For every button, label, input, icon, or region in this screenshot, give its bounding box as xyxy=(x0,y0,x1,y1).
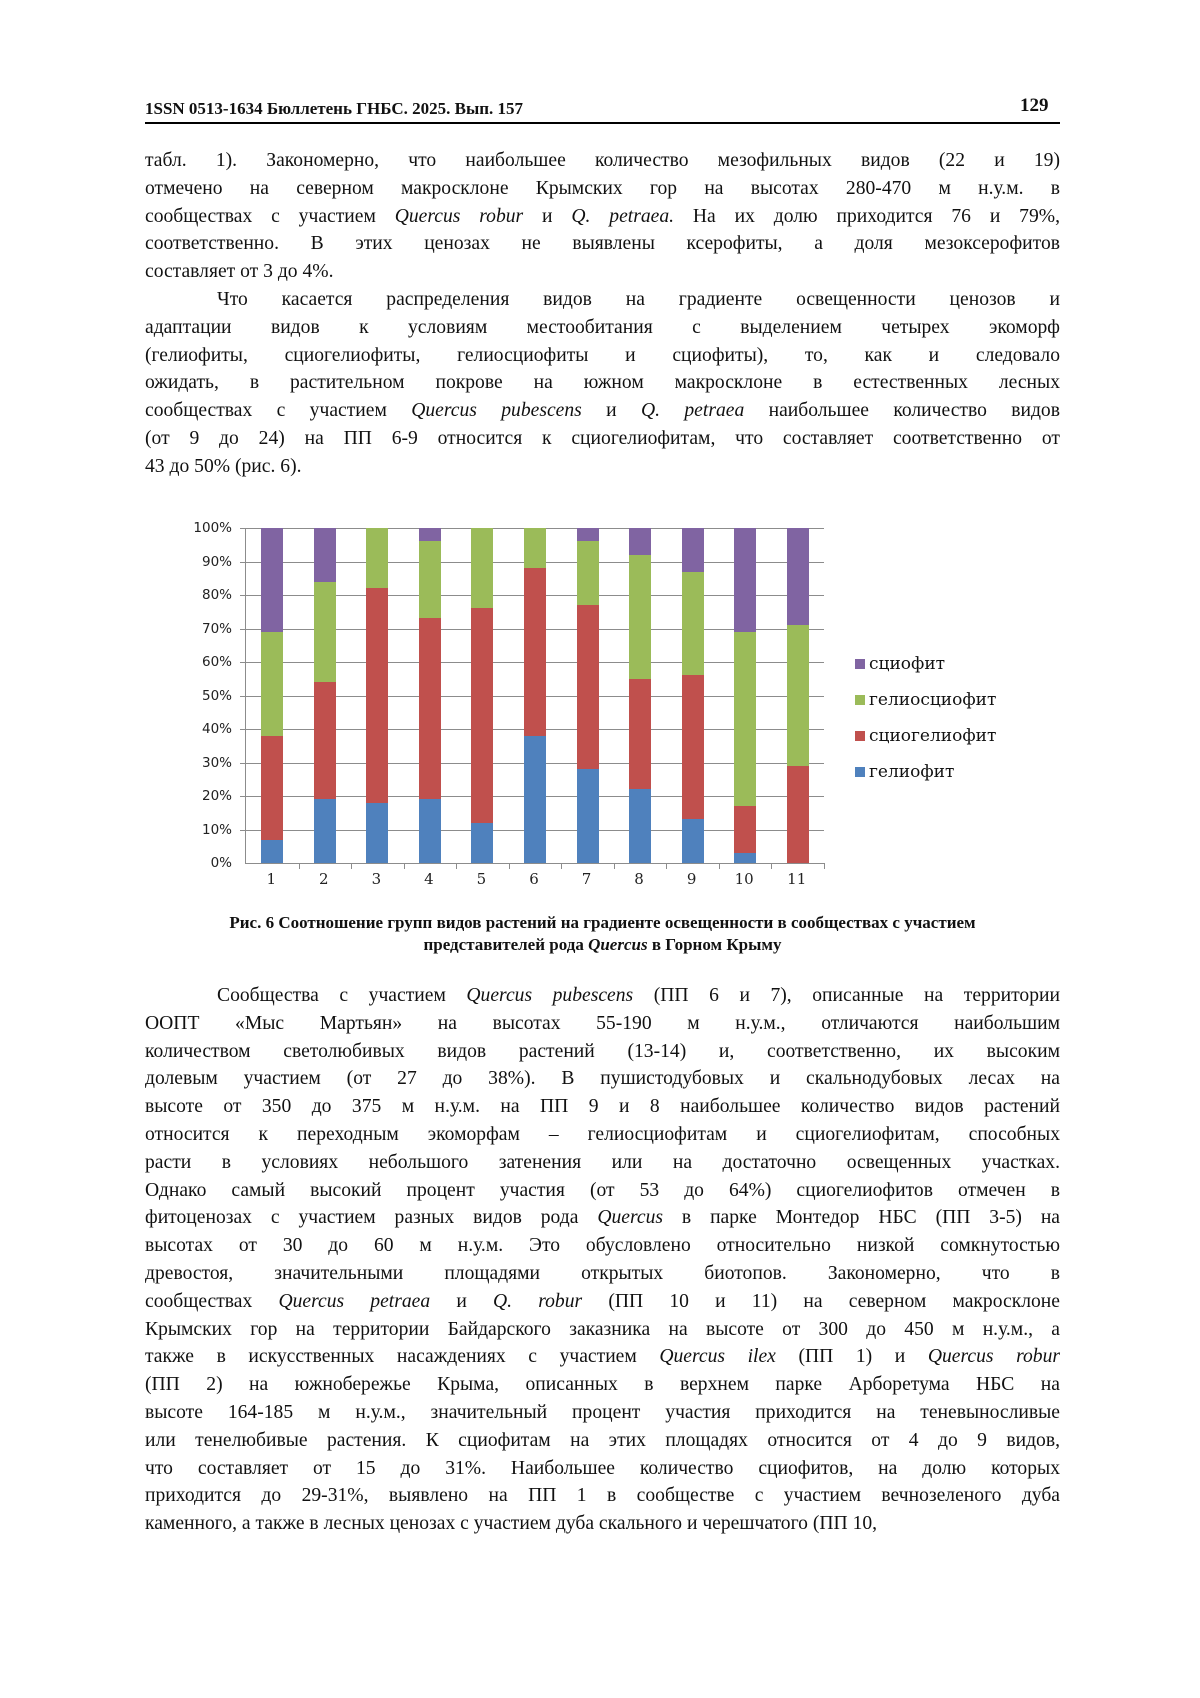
bar-segment-сциогелиофит xyxy=(524,568,546,736)
text-line: количеством светолюбивых видов растений (13-14) и, соответственно, их высоким xyxy=(145,1040,1060,1062)
x-tick xyxy=(404,863,405,869)
legend-label: сциогелиофит xyxy=(869,726,997,746)
text-line: Сообщества с участием Quercus pubescens (ПП 6 и 7), описанные на территории xyxy=(217,985,1060,1006)
bar-4 xyxy=(419,528,441,863)
bar-5 xyxy=(471,528,493,863)
bar-segment-сциофит xyxy=(314,528,336,582)
y-tick-label: 40% xyxy=(201,721,232,737)
text-line: составляет от 3 до 4%. xyxy=(145,261,334,283)
legend-swatch xyxy=(855,767,865,777)
figure-caption xyxy=(145,912,1060,956)
bar-segment-гелиофит xyxy=(682,819,704,863)
legend-item xyxy=(855,754,996,790)
caption-line-2: представителей рода Quercus в Горном Крыму xyxy=(423,935,782,954)
bar-segment-сциогелиофит xyxy=(787,766,809,863)
caption-line-1: Рис. 6 Соотношение групп видов растений на градиенте освещенности в сообществах с участием xyxy=(229,913,976,932)
bar-segment-гелиосциофит xyxy=(577,541,599,605)
bar-segment-сциогелиофит xyxy=(629,679,651,790)
text-line: относится к переходным экоморфам – гелиосциофитам и сциогелиофитам, способных xyxy=(145,1123,1060,1145)
x-tick-label: 4 xyxy=(424,870,434,888)
text-line: табл. 1). Закономерно, что наибольшее количество мезофильных видов (22 и 19) xyxy=(145,150,1060,171)
bar-segment-сциогелиофит xyxy=(419,618,441,799)
x-tick xyxy=(351,863,352,869)
y-tick-label: 50% xyxy=(201,687,232,704)
legend-swatch xyxy=(855,731,865,741)
x-tick-label: 3 xyxy=(371,870,382,888)
bar-segment-сциофит xyxy=(734,528,756,632)
bar-segment-сциогелиофит xyxy=(577,605,599,769)
legend-label: гелиосциофит xyxy=(869,690,997,710)
x-tick xyxy=(561,863,562,869)
bar-segment-сциогелиофит xyxy=(734,806,756,853)
text-line: или тенелюбивые растения. К сциофитам на этих площадях относится от 4 до 9 видов, xyxy=(145,1429,1060,1451)
text-line: сообществах с участием Quercus pubescens и Q. petraea наибольшее количество видов xyxy=(145,400,1060,422)
y-tick-label: 90% xyxy=(201,553,232,570)
text-line: Крымских гор на территории Байдарского заказника на высоте от 300 до 450 м н.у.м., а xyxy=(145,1318,1060,1340)
bar-segment-гелиофит xyxy=(577,769,599,863)
bar-segment-гелиосциофит xyxy=(524,528,546,568)
x-tick xyxy=(771,863,772,869)
x-tick-label: 1 xyxy=(266,870,277,888)
y-tick-label: 70% xyxy=(201,620,232,637)
text-line: ООПТ «Мыс Мартьян» на высотах 55-190 м н.у.м., отличаются наибольшим xyxy=(145,1012,1060,1034)
text-line: Однако самый высокий процент участия (от 53 до 64%) сциогелиофитов отмечен в xyxy=(145,1179,1060,1201)
x-tick xyxy=(824,863,825,869)
text-line: высотах от 30 до 60 м н.у.м. Это обусловлено относительно низкой сомкнутостью xyxy=(145,1235,1060,1257)
bar-segment-гелиофит xyxy=(314,799,336,863)
text-line: (от 9 до 24) на ПП 6-9 относится к сциогелиофитам, что составляет соответственно от xyxy=(145,427,1060,449)
text-line: сообществах Quercus petraea и Q. robur (ПП 10 и 11) на северном макросклоне xyxy=(145,1290,1060,1312)
text-line: также в искусственных насаждениях с участием Quercus ilex (ПП 1) и Quercus robur xyxy=(145,1346,1060,1368)
legend-item xyxy=(855,718,996,754)
bar-8 xyxy=(629,528,651,863)
running-header xyxy=(145,96,1060,124)
text-line: адаптации видов к условиям местообитания с выделением четырех экоморф xyxy=(145,316,1060,338)
text-line: (ПП 2) на южнобережье Крыма, описанных в верхнем парке Арборетума НБС на xyxy=(145,1374,1060,1396)
bar-9 xyxy=(682,528,704,863)
paragraph-1 xyxy=(145,147,1060,286)
x-tick-label: 7 xyxy=(581,870,592,888)
text-line: долевым участием (от 27 до 38%). В пушистодубовых и скальнодубовых лесах на xyxy=(145,1068,1060,1090)
bar-segment-гелиосциофит xyxy=(471,528,493,608)
bar-segment-гелиофит xyxy=(261,840,283,863)
text-line: соответственно. В этих ценозах не выявлены ксерофиты, а доля мезоксерофитов xyxy=(145,233,1060,255)
legend-label: гелиофит xyxy=(869,762,955,782)
text-line: ожидать, в растительном покрове на южном макросклоне в естественных лесных xyxy=(145,372,1060,394)
legend-swatch xyxy=(855,695,865,705)
y-tick-label: 100% xyxy=(193,520,232,536)
y-tick-label: 20% xyxy=(201,788,232,804)
x-tick xyxy=(614,863,615,869)
bar-segment-сциофит xyxy=(419,528,441,541)
bar-segment-гелиофит xyxy=(524,736,546,863)
bar-segment-сциофит xyxy=(629,528,651,555)
text-line: высоте 164-185 м н.у.м., значительный процент участия приходится на теневыносливые xyxy=(145,1401,1060,1423)
bar-segment-гелиосциофит xyxy=(787,625,809,766)
chart-legend xyxy=(855,646,996,790)
bar-segment-сциофит xyxy=(577,528,599,541)
bar-segment-сциофит xyxy=(682,528,704,572)
x-tick xyxy=(299,863,300,869)
bar-segment-сциогелиофит xyxy=(682,675,704,819)
journal-title: 1SSN 0513-1634 Бюллетень ГНБС. 2025. Вып. 157 xyxy=(145,99,524,118)
y-tick-label: 60% xyxy=(201,654,232,670)
y-tick-label: 0% xyxy=(210,855,232,871)
bar-segment-гелиофит xyxy=(419,799,441,863)
x-tick xyxy=(509,863,510,869)
x-tick-label: 9 xyxy=(686,870,697,888)
legend-label: сциофит xyxy=(869,654,946,674)
text-line: каменного, а также в лесных ценозах с участием дуба скального и черешчатого (ПП 10, xyxy=(145,1513,878,1535)
y-tick-label: 10% xyxy=(201,821,232,838)
bar-segment-сциогелиофит xyxy=(366,588,388,802)
x-tick-label: 6 xyxy=(529,870,539,888)
legend-swatch xyxy=(855,659,865,669)
text-line: Что касается распределения видов на градиенте освещенности ценозов и xyxy=(217,289,1060,310)
legend-item xyxy=(855,646,996,682)
stacked-bar-chart xyxy=(170,510,1070,900)
bar-segment-сциогелиофит xyxy=(471,608,493,822)
text-line: отмечено на северном макросклоне Крымских гор на высотах 280-470 м н.у.м. в xyxy=(145,177,1060,199)
plot-area xyxy=(245,528,824,864)
text-line: расти в условиях небольшого затенения или на достаточно освещенных участках. xyxy=(145,1151,1060,1173)
bar-segment-гелиофит xyxy=(734,853,756,863)
y-tick-label: 80% xyxy=(201,587,232,603)
bar-segment-гелиосциофит xyxy=(734,632,756,806)
bar-segment-гелиосциофит xyxy=(629,555,651,679)
bar-6 xyxy=(524,528,546,863)
x-tick-label: 11 xyxy=(787,870,807,888)
bar-7 xyxy=(577,528,599,863)
bar-segment-сциофит xyxy=(261,528,283,632)
bar-3 xyxy=(366,528,388,863)
text-line: что составляет от 15 до 31%. Наибольшее количество сциофитов, на долю которых xyxy=(145,1457,1060,1479)
bar-segment-гелиофит xyxy=(366,803,388,863)
bar-2 xyxy=(314,528,336,863)
bar-segment-сциогелиофит xyxy=(314,682,336,799)
legend-item xyxy=(855,682,996,718)
text-line: (гелиофиты, сциогелиофиты, гелиосциофиты и сциофиты), то, как и следовало xyxy=(145,344,1060,366)
text-line: приходится до 29-31%, выявлено на ПП 1 в сообществе с участием вечнозеленого дуба xyxy=(145,1485,1060,1507)
text-line: сообществах с участием Quercus robur и Q. petraea. На их долю приходится 76 и 79%, xyxy=(145,205,1060,227)
text-line: фитоценозах с участием разных видов рода Quercus в парке Монтедор НБС (ПП 3-5) на xyxy=(145,1207,1061,1229)
bar-segment-гелиосциофит xyxy=(314,582,336,683)
bar-segment-гелиосциофит xyxy=(366,528,388,588)
bar-segment-сциофит xyxy=(787,528,809,625)
paragraph-3 xyxy=(145,982,1060,1538)
paragraph-2 xyxy=(145,286,1060,481)
bar-segment-гелиофит xyxy=(471,823,493,863)
text-line: высоте от 350 до 375 м н.у.м. на ПП 9 и 8 наибольшее количество видов растений xyxy=(145,1096,1060,1118)
y-tick-label: 30% xyxy=(201,754,232,771)
text-line: древостоя, значительными площадями открытых биотопов. Закономерно, что в xyxy=(145,1262,1060,1284)
text-line: 43 до 50% (рис. 6). xyxy=(145,455,302,477)
bar-1 xyxy=(261,528,283,863)
bar-segment-гелиосциофит xyxy=(419,541,441,618)
x-tick xyxy=(666,863,667,869)
x-tick-label: 5 xyxy=(476,870,487,888)
bar-segment-сциогелиофит xyxy=(261,736,283,840)
x-tick xyxy=(456,863,457,869)
bar-segment-гелиосциофит xyxy=(682,572,704,676)
x-tick-label: 8 xyxy=(634,870,644,888)
x-tick-label: 2 xyxy=(319,870,329,888)
page-number: 129 xyxy=(1020,95,1049,116)
x-tick-label: 10 xyxy=(734,870,754,888)
bar-10 xyxy=(734,528,756,863)
x-tick xyxy=(719,863,720,869)
bar-segment-гелиофит xyxy=(629,789,651,863)
bar-11 xyxy=(787,528,809,863)
bar-segment-гелиосциофит xyxy=(261,632,283,736)
